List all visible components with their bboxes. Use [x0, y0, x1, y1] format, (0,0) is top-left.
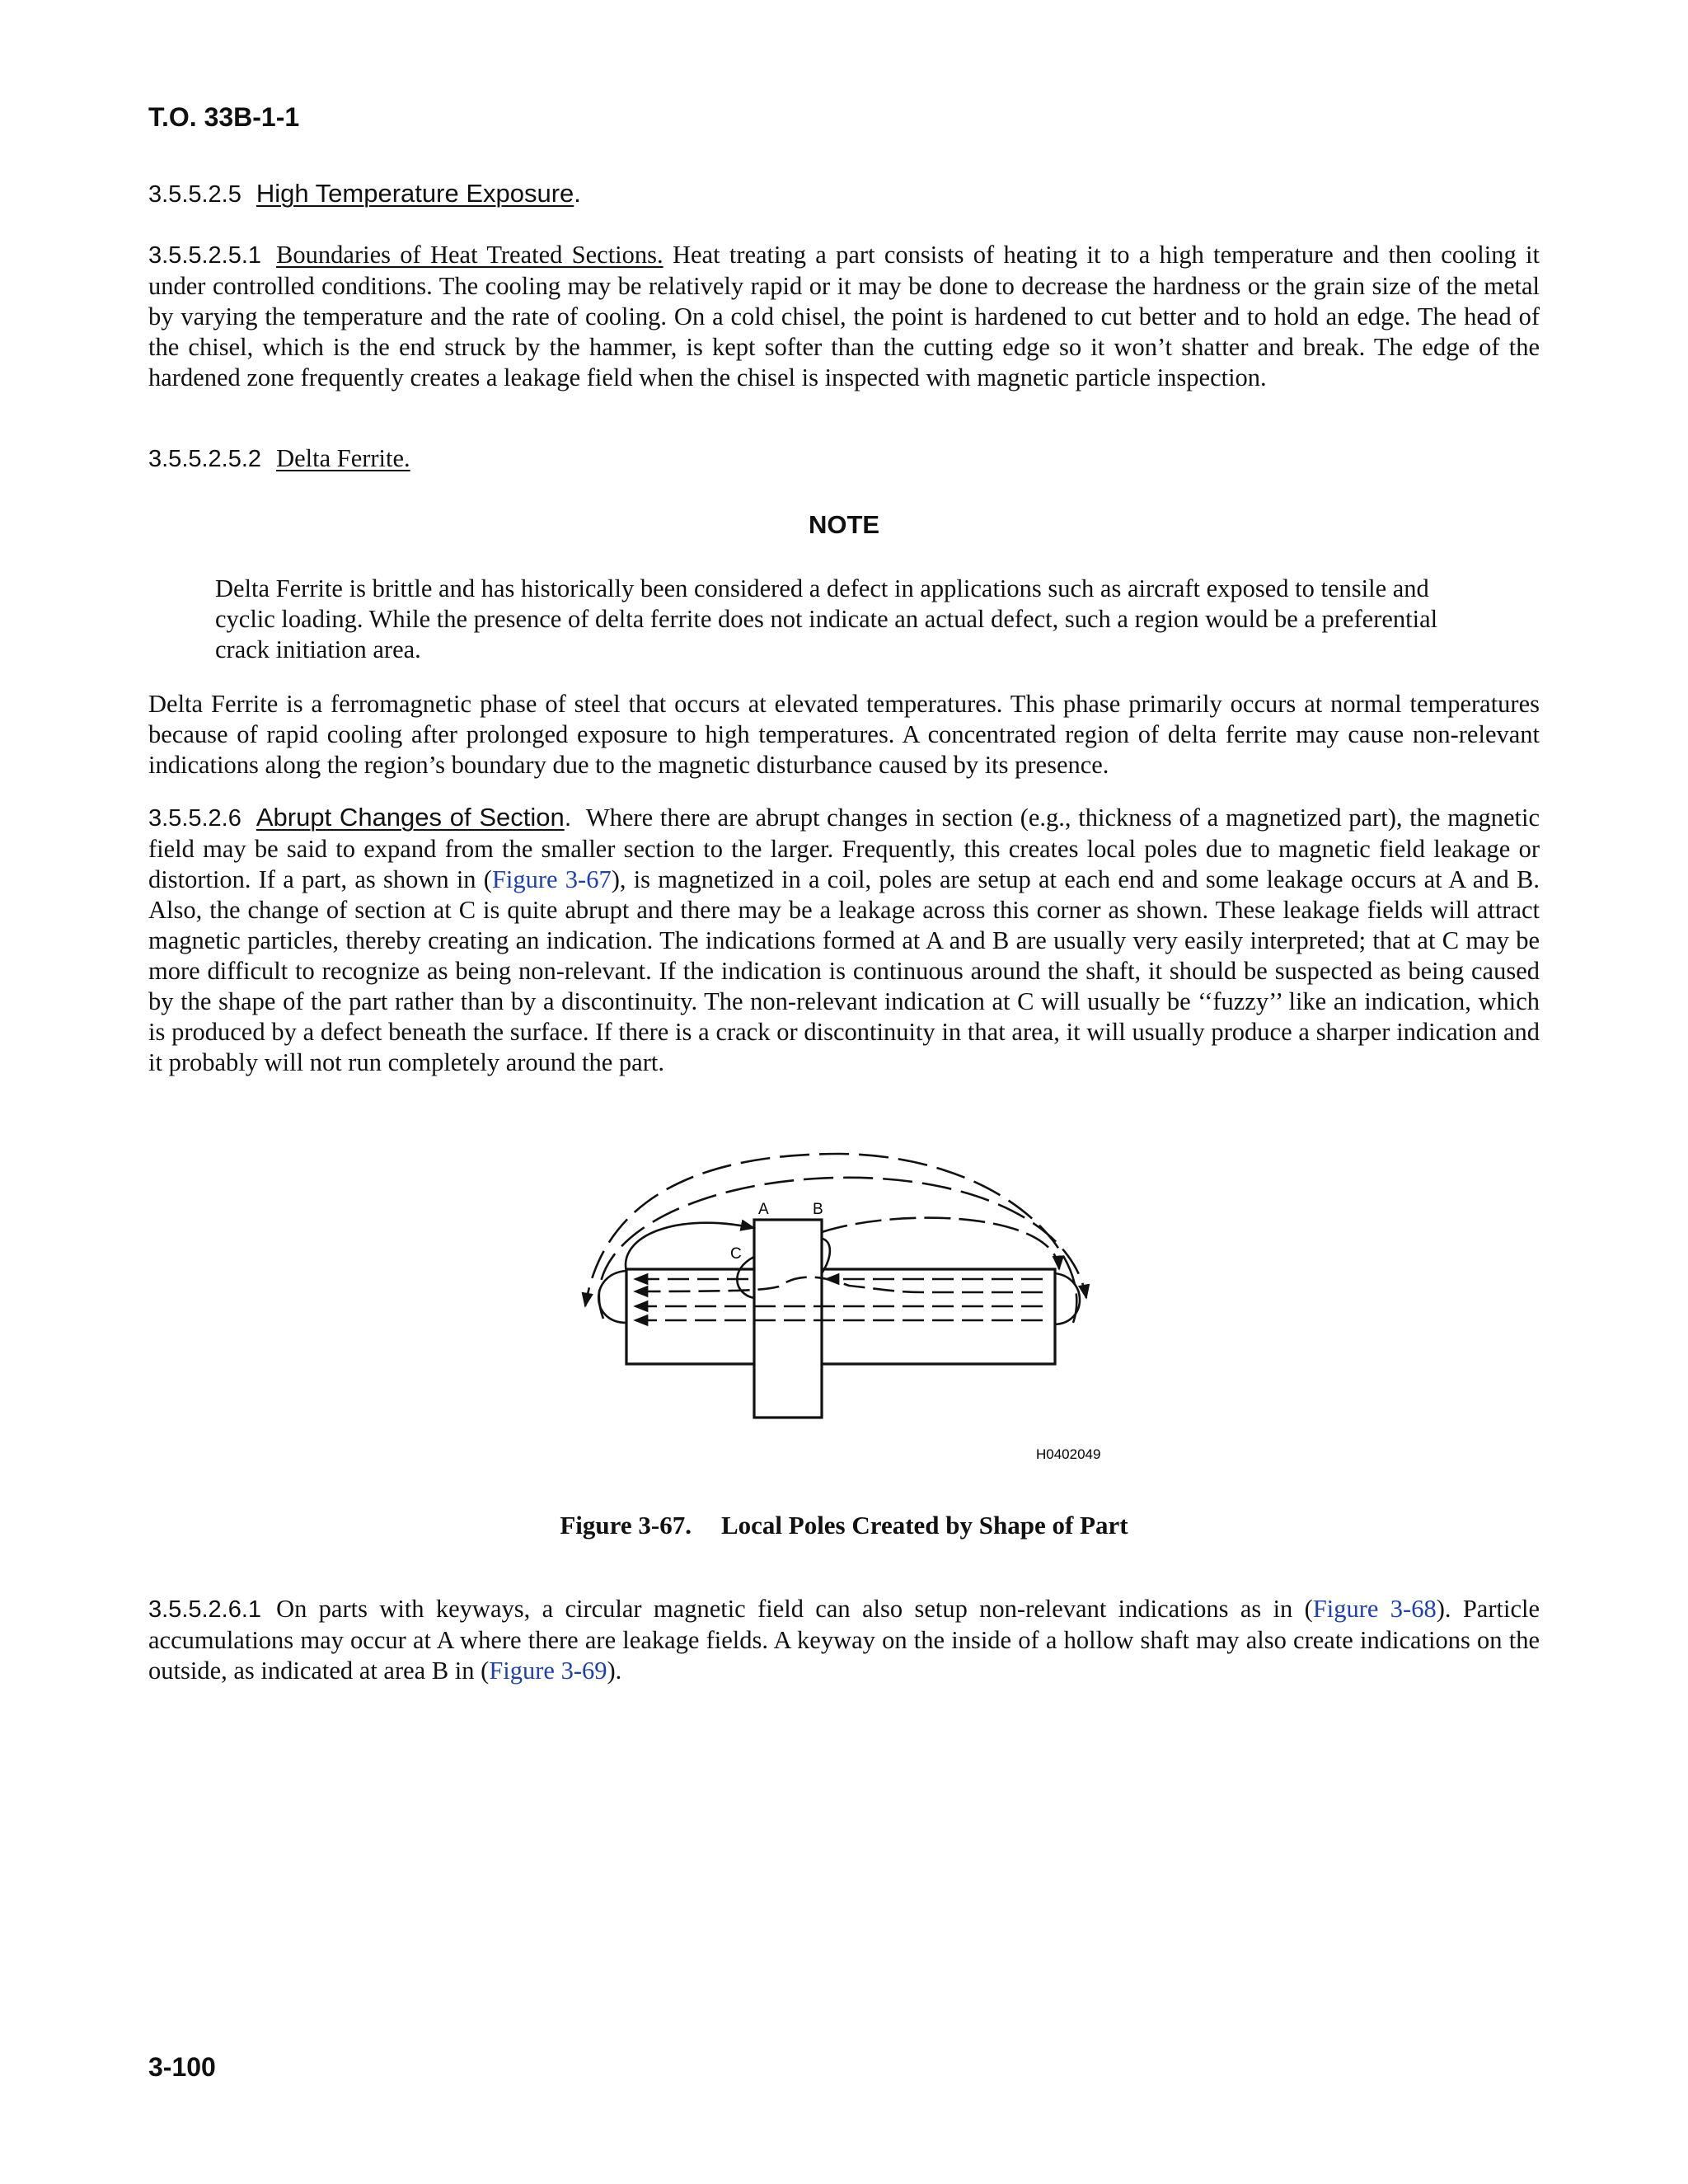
paragraph-body-part3: ).	[607, 1657, 622, 1685]
section-title: Abrupt Changes of Section	[256, 803, 565, 832]
figure-caption	[0, 1511, 1688, 1540]
section-number: 3.5.5.2.5	[148, 181, 241, 208]
paragraph-body-part1: Where there are abrupt changes in section (e.g., thickness of a magnetized part), the magnetic field may be said to expand from the smaller section to the larger. Frequently, this creates local poles due to magnetic field leakage or distortion. If a part, as shown in (	[148, 804, 1540, 893]
section-title-trail: .	[574, 179, 581, 208]
note-body: Delta Ferrite is brittle and has historically been considered a defect in applications such as aircraft exposed to tensile and cyclic loading. While the presence of delta ferrite does not indicate an actual defect, such a region would be a preferential crack initiation area.	[215, 574, 1438, 663]
section-number: 3.5.5.2.6.1	[148, 1596, 262, 1623]
section-title-trail: .	[564, 803, 572, 832]
label-c: C	[730, 1245, 742, 1263]
paragraph-delta-ferrite: Delta Ferrite is a ferromagnetic phase of steel that occurs at elevated temperatures. This phase primarily occurs at normal temperatures because of rapid cooling after prolonged exposure to high temperatures. A concentrated region of delta ferrite may cause non-relevant indications along the region’s boundary due to the magnetic disturbance caused by its presence.	[148, 690, 1540, 779]
section-number: 3.5.5.2.6	[148, 805, 241, 832]
section-title: High Temperature Exposure	[256, 179, 574, 208]
section-title: Delta Ferrite.	[276, 444, 410, 472]
paragraph-body-part1: On parts with keyways, a circular magnetic field can also setup non-relevant indications as in (	[276, 1595, 1313, 1623]
figure-3-69-link[interactable]: Figure 3-69	[489, 1657, 607, 1685]
paragraph-keyways	[148, 1594, 1540, 1686]
paragraph-heat-treated-sections	[148, 240, 1540, 393]
section-number: 3.5.5.2.5.1	[148, 242, 262, 269]
section-number: 3.5.5.2.5.2	[148, 446, 262, 472]
section-title: Boundaries of Heat Treated Sections.	[276, 241, 663, 269]
figure-3-68-link[interactable]: Figure 3-68	[1312, 1595, 1437, 1623]
paragraph-body-part2: ), is magnetized in a coil, poles are setup at each end and some leakage occurs at A and B. Also, the change of section at C is quite abrupt and there may be a leakage across this corner as shown. These leakage fields will attract magnetic particles, thereby creating an indication. The indications formed at A and B are usually very easily interpreted; that at C may be more difficult to recognize as being non-relevant. If the indication is continuous around the shaft, it should be suspected as being caused by the shape of the part rather than by a discontinuity. The non-relevant indication at C will usually be ‘‘fuzzy’’ like an indication, which is produced by a defect beneath the surface. If there is a crack or discontinuity in that area, it will usually produce a sharper indication and it probably will not run completely around the part.	[148, 865, 1540, 1076]
note-title: NOTE	[808, 510, 880, 539]
figure-code: H0402049	[1036, 1446, 1101, 1462]
field-lines	[585, 1154, 1086, 1324]
paragraph-abrupt-changes	[148, 802, 1540, 1078]
figure-caption-number: Figure 3-67.	[560, 1511, 692, 1540]
paragraph-body-part2: ). Particle accumulations may occur at A where there are leakage fields. A keyway on the inside of a hollow shaft may also create indications on the outside, as indicated at area B in (	[148, 1595, 1540, 1685]
section-heading-delta-ferrite	[148, 443, 1540, 475]
label-b: B	[813, 1201, 823, 1218]
paragraph-body: Heat treating a part consists of heating it to a high temperature and then cooling it under controlled conditions. The cooling may be relatively rapid or it may be done to decrease the hardness or the grain size of the metal by varying the temperature and the rate of cooling. On a cold chisel, the point is hardened to cut better and to hold an edge. The head of the chisel, which is the end struck by the hammer, is kept softer than the cutting edge so it won’t shatter and break. The edge of the hardened zone frequently creates a leakage field when the chisel is inspected with magnetic particle inspection.	[148, 241, 1540, 391]
section-heading-high-temperature	[148, 178, 1540, 210]
page-number: 3-100	[148, 2052, 216, 2082]
figure-3-67-diagram	[569, 1150, 1113, 1479]
part-outline	[626, 1220, 1055, 1418]
document-id-header: T.O. 33B-1-1	[148, 102, 300, 132]
figure-caption-title: Local Poles Created by Shape of Part	[720, 1511, 1128, 1540]
label-a: A	[758, 1201, 769, 1218]
figure-3-67-link[interactable]: Figure 3-67	[491, 865, 612, 893]
